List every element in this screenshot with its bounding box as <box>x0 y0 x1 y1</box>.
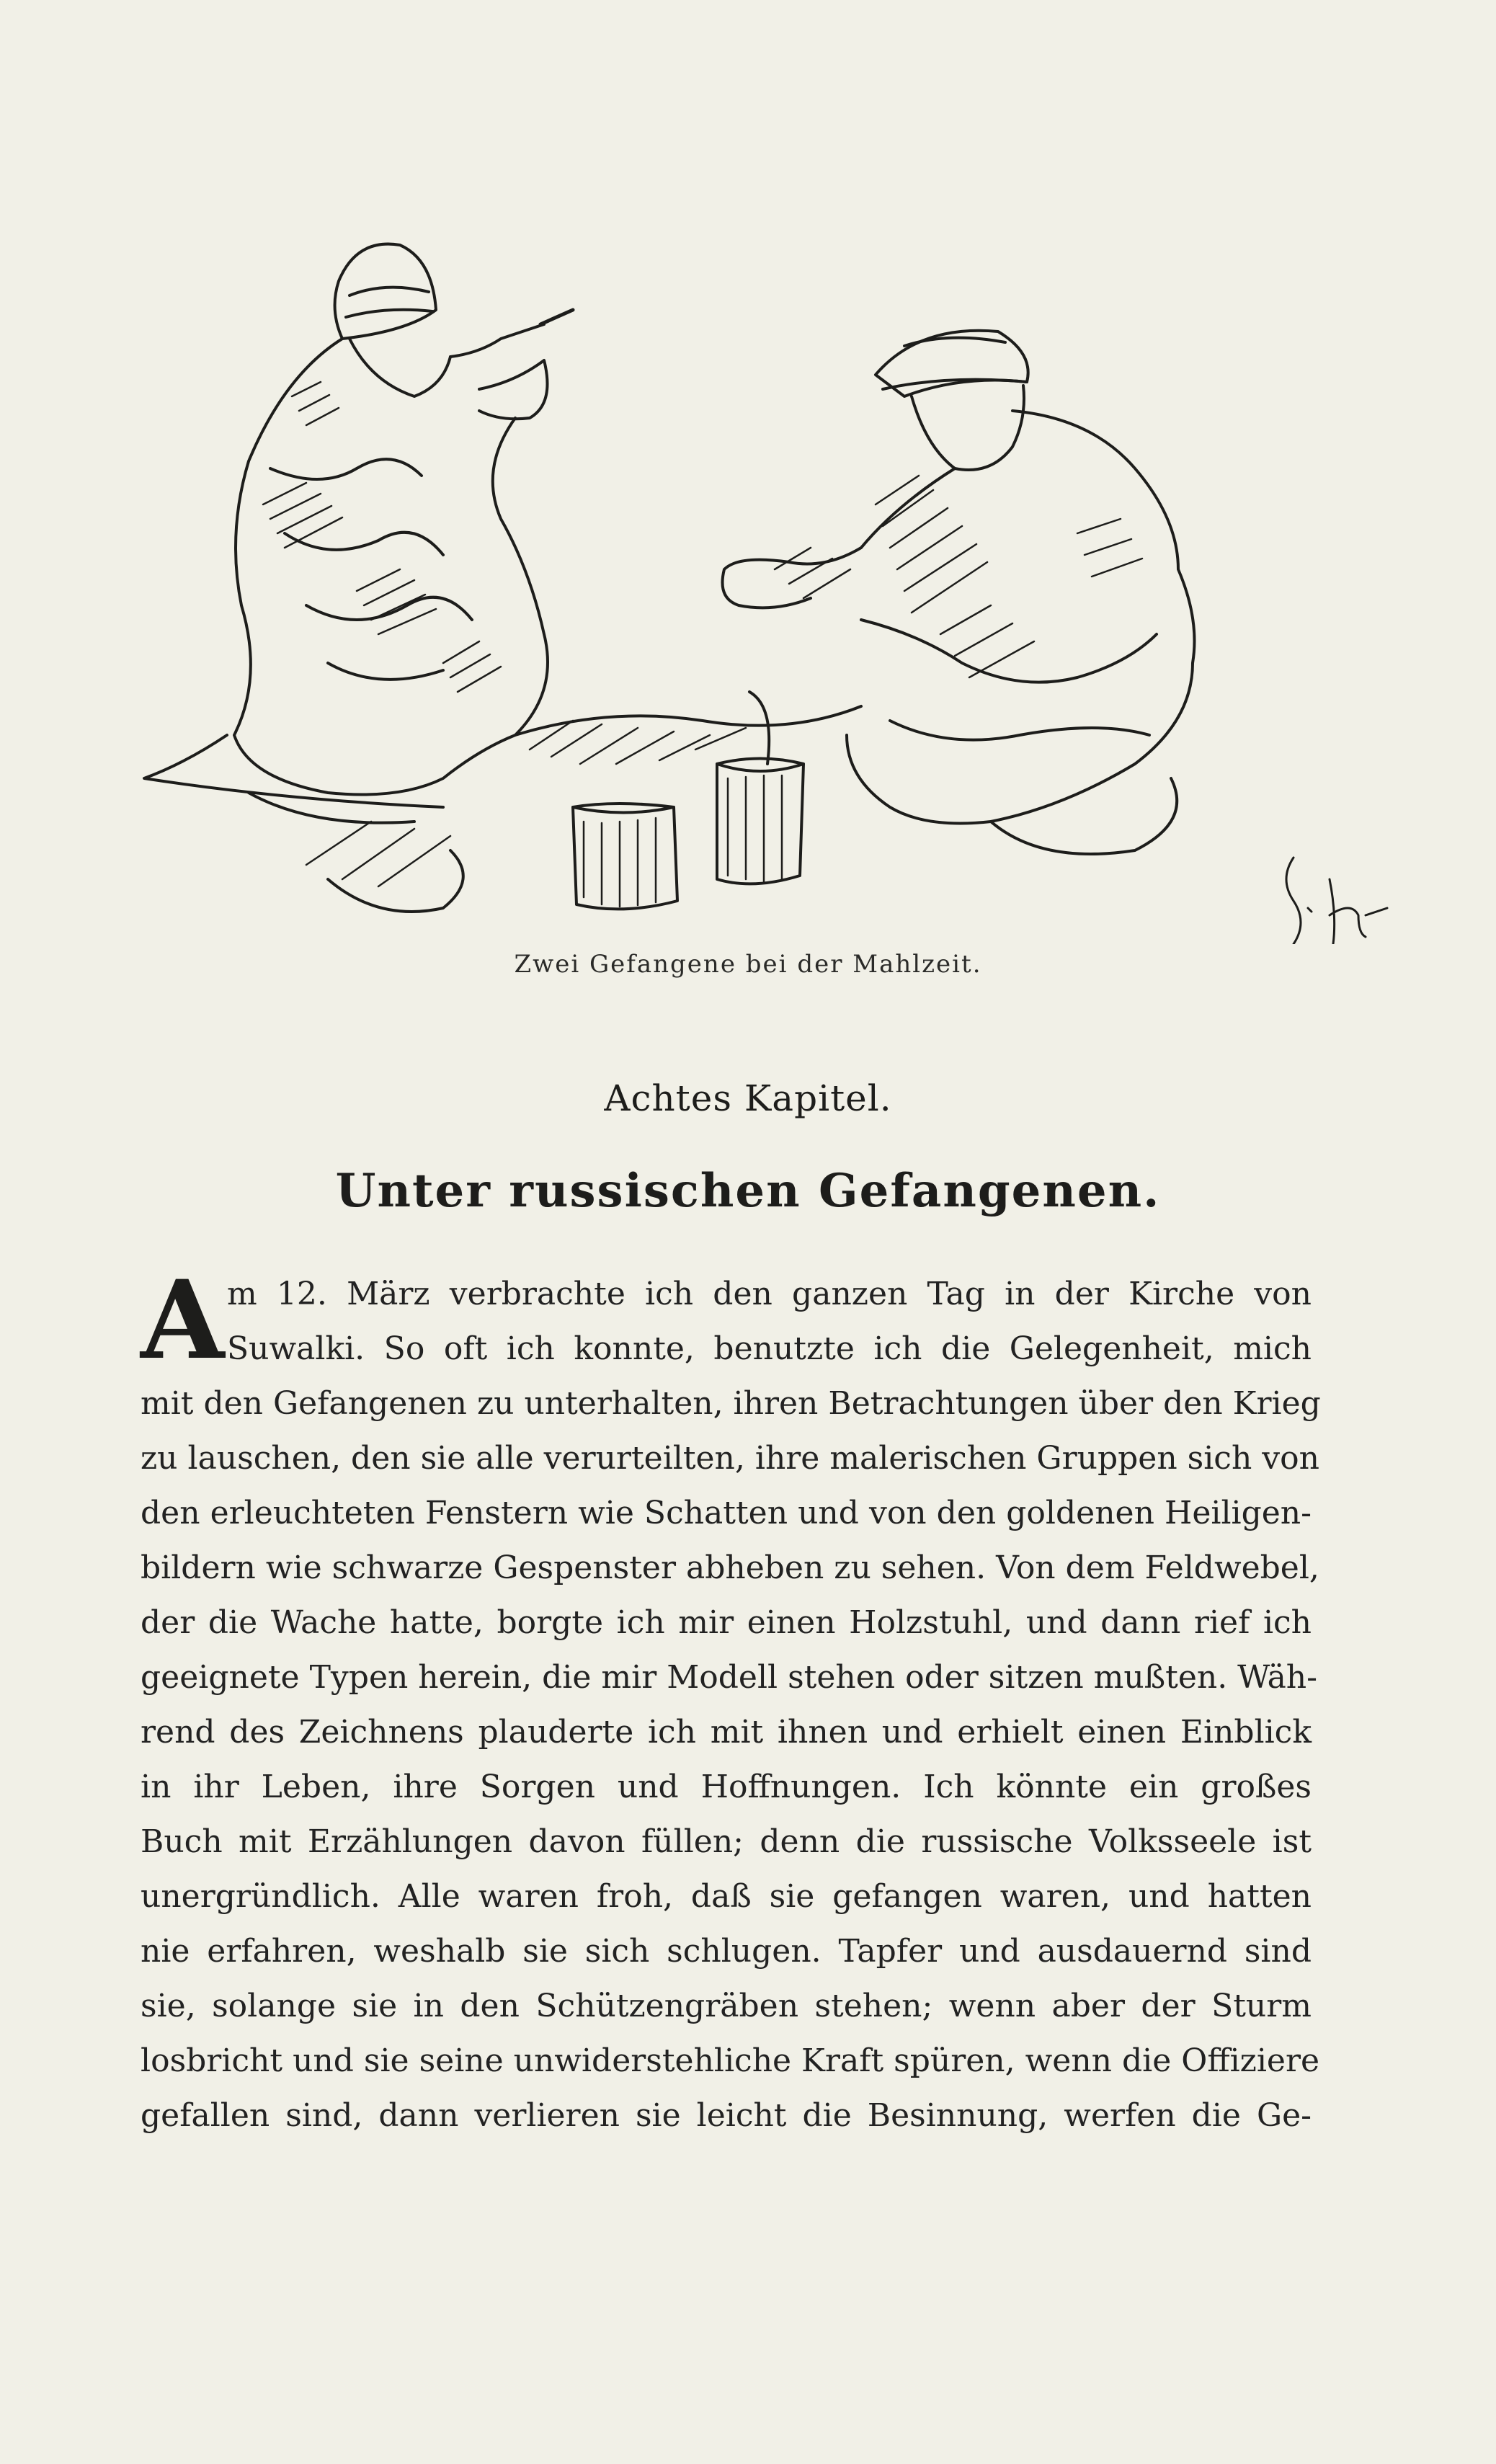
text-line: bildern wie schwarze Gespenster abheben zu sehen. Von dem Feldwebel, <box>141 1549 1319 1586</box>
chapter-number: Achtes Kapitel. <box>604 1077 892 1119</box>
text-line: zu lauschen, den sie alle verurteilten, ihre malerischen Gruppen sich von <box>141 1440 1319 1477</box>
text-line: geeignete Typen herein, die mir Modell stehen oder sitzen mußten. Wäh- <box>141 1659 1318 1696</box>
left-figure-coat <box>234 339 548 795</box>
text-line: in ihr Leben, ihre Sorgen und Hoffnungen. Ich könnte ein großes <box>141 1769 1312 1805</box>
drop-cap-initial: A <box>141 1257 225 1384</box>
text-line: sie, solange sie in den Schützengräben stehen; wenn aber der Sturm <box>141 1988 1312 2024</box>
text-line: unergründlich. Alle waren froh, daß sie gefangen waren, und hatten <box>141 1878 1312 1915</box>
chapter-title: Unter russischen Gefangenen. <box>335 1164 1161 1218</box>
artist-signature <box>1286 858 1387 944</box>
text-line: rend des Zeichnens plauderte ich mit ihnen und erhielt einen Einblick <box>141 1714 1312 1751</box>
illustration-two-prisoners-eating <box>141 231 1394 944</box>
pen-drawing <box>141 231 1394 944</box>
text-line: losbricht und sie seine unwiderstehliche Kraft spüren, wenn die Offiziere <box>141 2042 1320 2079</box>
illustration-caption: Zwei Gefangene bei der Mahlzeit. <box>514 950 982 979</box>
text-line: mit den Gefangenen zu unterhalten, ihren Betrachtungen über den Krieg <box>141 1385 1321 1422</box>
text-line: m 12. März verbrachte ich den ganzen Tag in der Kirche von <box>227 1276 1312 1312</box>
body-paragraph <box>141 1257 1321 2143</box>
text-line: Suwalki. So oft ich konnte, benutzte ich die Gelegenheit, mich <box>227 1330 1312 1367</box>
text-line: der die Wache hatte, borgte ich mir einen Holzstuhl, und dann rief ich <box>141 1604 1312 1641</box>
right-figure-coat <box>847 411 1195 824</box>
right-tin-can <box>717 759 803 884</box>
text-line: nie erfahren, weshalb sie sich schlugen. Tapfer und ausdauernd sind <box>141 1933 1312 1970</box>
text-line: gefallen sind, dann verlieren sie leicht die Besinnung, werfen die Ge- <box>141 2097 1312 2134</box>
left-tin-can <box>573 804 677 909</box>
text-line: den erleuchteten Fenstern wie Schatten und von den goldenen Heiligen- <box>141 1495 1312 1531</box>
text-line: Buch mit Erzählungen davon füllen; denn die russische Volksseele ist <box>141 1823 1312 1860</box>
